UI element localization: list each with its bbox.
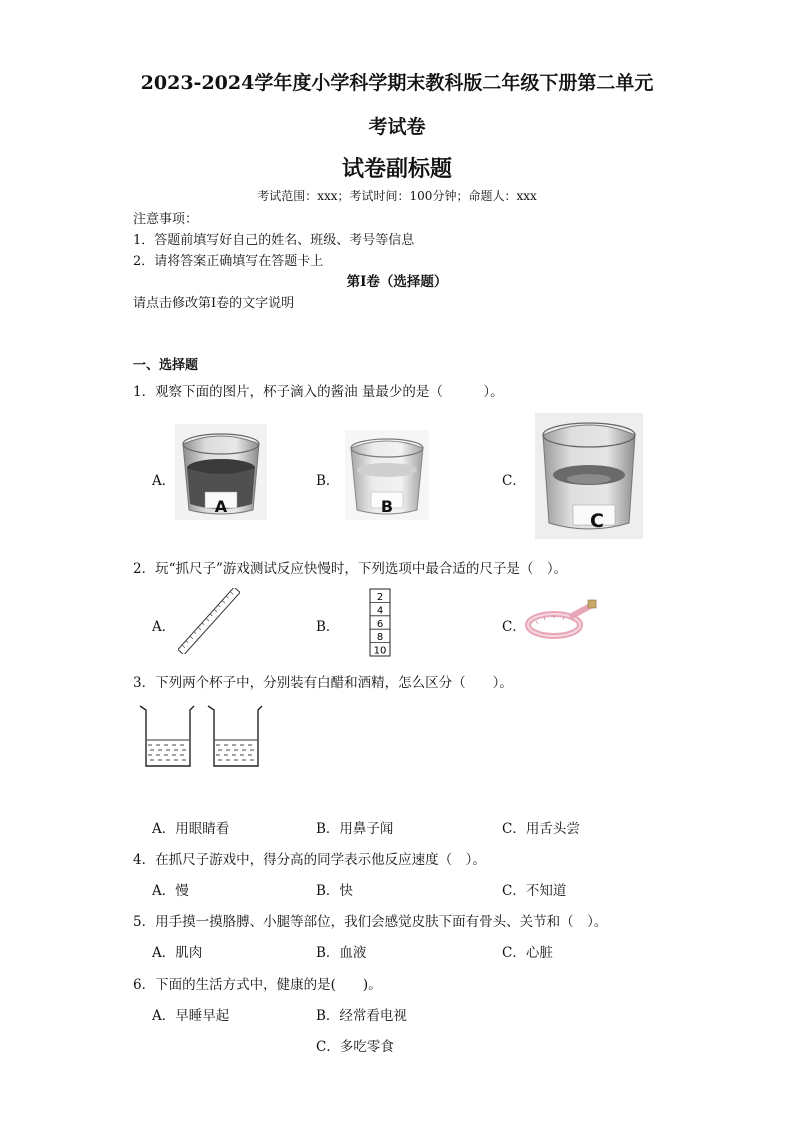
vertical-number-ruler [368,588,392,658]
q3-option-b[interactable]: B．用鼻子闻 [316,821,394,837]
q5-option-c[interactable]: C．心脏 [502,945,553,961]
question-1-text: 1．观察下面的图片，杯子滴入的酱油 量最少的是（ ）。 [133,384,504,400]
q2-option-a[interactable]: A． [152,619,176,635]
q4-option-b[interactable]: B．快 [316,883,353,899]
section-title: 一、选择题 [133,358,199,373]
cup-a-image [175,424,267,520]
notes-heading: 注意事项： [133,212,199,227]
question-4-text: 4．在抓尺子游戏中，得分高的同学表示他反应速度（ ）。 [133,852,486,868]
volume-title: 第I卷（选择题） [346,274,448,290]
diagonal-ruler-icon [178,588,240,654]
q3-option-a[interactable]: A．用眼睛看 [152,821,230,837]
cup-b-image [345,430,429,520]
cup-c-image [535,413,643,539]
cup-b-label: B [380,497,394,516]
cup-a-label: A [214,497,228,516]
exam-meta: 考试范围：xxx；考试时间：100分钟；命题人：xxx [257,189,537,203]
beaker-left-image [138,702,196,770]
q6-option-b[interactable]: B．经常看电视 [316,1008,407,1024]
cup-c-label: C [590,510,604,532]
q5-option-b[interactable]: B．血液 [316,945,367,961]
q1-option-c[interactable]: C． [502,473,526,489]
notes-item: 1．答题前填写好自己的姓名、班级、考号等信息 [133,233,415,248]
q6-option-c[interactable]: C．多吃零食 [316,1039,394,1055]
volume-description[interactable]: 请点击修改第I卷的文字说明 [133,296,295,311]
question-2-text: 2．玩“抓尺子”游戏测试反应快慢时，下列选项中最合适的尺子是（ ）。 [133,561,568,577]
ruler-mark: 10 [373,645,387,657]
question-6-text: 6．下面的生活方式中，健康的是( )。 [133,977,382,993]
beaker-right-image [206,702,264,770]
q4-option-a[interactable]: A．慢 [152,883,189,899]
q2-option-c[interactable]: C． [502,619,526,635]
notes-item: 2．请将答案正确填写在答题卡上 [133,254,324,269]
q6-option-a[interactable]: A．早睡早起 [152,1008,230,1024]
question-5-text: 5．用手摸一摸胳膊、小腿等部位，我们会感觉皮肤下面有骨头、关节和（ ）。 [133,914,608,930]
ruler-mark: 6 [376,618,384,630]
ruler-mark: 4 [376,605,384,617]
exam-subtitle: 试卷副标题 [341,156,452,182]
q4-option-c[interactable]: C．不知道 [502,883,567,899]
q1-option-a[interactable]: A． [152,473,176,489]
exam-title-line2: 考试卷 [368,116,426,138]
q1-option-b[interactable]: B． [316,473,340,489]
ruler-mark: 8 [376,632,384,644]
tape-measure-icon [522,597,598,643]
q3-option-c[interactable]: C．用舌头尝 [502,821,580,837]
exam-title-line1: 2023-2024学年度小学科学期末教科版二年级下册第二单元 [140,72,654,94]
question-3-text: 3．下列两个杯子中，分别装有白醋和酒精，怎么区分（ ）。 [133,675,513,691]
q2-option-b[interactable]: B． [316,619,340,635]
ruler-mark: 2 [376,592,384,603]
q5-option-a[interactable]: A．肌肉 [152,945,203,961]
